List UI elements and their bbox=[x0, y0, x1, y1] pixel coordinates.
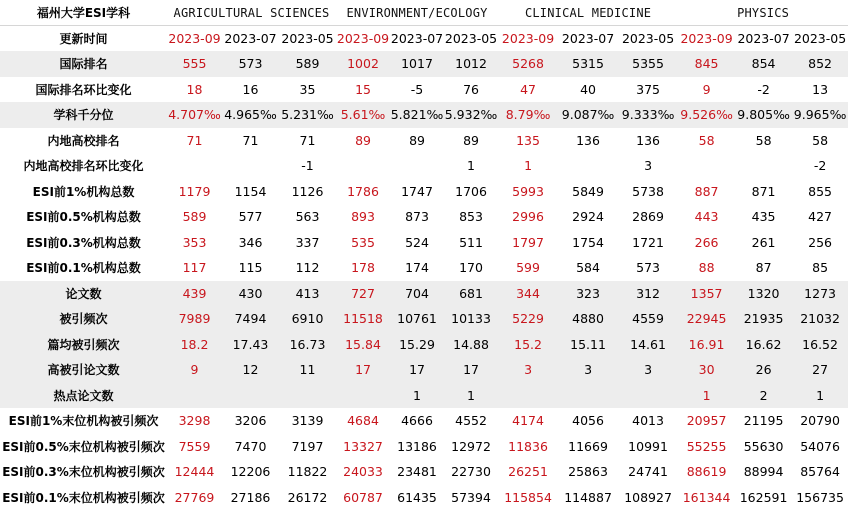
value-cell bbox=[167, 153, 222, 179]
table-row bbox=[0, 408, 848, 434]
value-cell: 3206 bbox=[234, 413, 267, 429]
value-cell: 584 bbox=[576, 260, 600, 276]
value-cell: 14.88 bbox=[444, 332, 498, 358]
value-cell: 24741 bbox=[628, 464, 668, 480]
date-cell: 2023-05 bbox=[279, 26, 336, 52]
value-cell: 108927 bbox=[624, 489, 672, 505]
value-cell: 27769 bbox=[174, 489, 215, 505]
value-cell: 178 bbox=[351, 260, 375, 276]
table-row bbox=[0, 102, 848, 128]
value-cell: 893 bbox=[351, 209, 375, 225]
value-cell: 855 bbox=[808, 183, 832, 199]
value-cell: 261 bbox=[751, 234, 776, 250]
value-cell: 22730 bbox=[451, 464, 491, 480]
value-cell: 1154 bbox=[234, 183, 267, 199]
row-label: ESI前1%末位机构被引频次 bbox=[8, 414, 159, 429]
value-cell: 1357 bbox=[678, 281, 735, 307]
value-cell: 15 bbox=[355, 81, 371, 97]
value-cell: 5229 bbox=[498, 306, 558, 332]
value-cell: 88619 bbox=[686, 464, 727, 480]
value-cell: 11 bbox=[279, 357, 336, 383]
row-label: 国际排名环比变化 bbox=[35, 82, 132, 97]
value-cell: 89 bbox=[409, 132, 425, 148]
value-cell: 26 bbox=[735, 357, 792, 383]
value-cell: 13327 bbox=[343, 438, 383, 454]
value-cell: 60787 bbox=[343, 489, 383, 505]
value-cell: 3298 bbox=[178, 413, 211, 429]
value-cell: 115854 bbox=[504, 489, 552, 505]
value-cell: 5993 bbox=[512, 183, 544, 199]
value-cell: 9.526‰ bbox=[678, 102, 735, 128]
value-cell: 12 bbox=[222, 357, 279, 383]
value-cell: 20790 bbox=[800, 413, 840, 429]
value-cell: -2 bbox=[813, 158, 827, 174]
value-cell: 443 bbox=[694, 209, 719, 225]
value-cell: 1706 bbox=[455, 183, 487, 199]
row-label: 热点论文数 bbox=[0, 383, 167, 409]
row-label: 被引频次 bbox=[0, 306, 167, 332]
value-cell: 1320 bbox=[735, 281, 792, 307]
value-cell: 71 bbox=[299, 132, 316, 148]
value-cell: 89 bbox=[355, 132, 371, 148]
value-cell: 30 bbox=[678, 357, 735, 383]
value-cell: 873 bbox=[405, 209, 429, 225]
value-cell: 563 bbox=[295, 209, 320, 225]
value-cell: 11518 bbox=[336, 306, 390, 332]
date-cell: 2023-07 bbox=[222, 26, 279, 52]
value-cell: 21195 bbox=[743, 413, 784, 429]
value-cell: 3 bbox=[644, 158, 653, 174]
row-label: 内地高校排名环比变化 bbox=[23, 159, 144, 174]
value-cell: 71 bbox=[242, 132, 259, 148]
date-cell: 2023-05 bbox=[618, 26, 678, 52]
value-cell: 573 bbox=[636, 260, 660, 276]
table-row bbox=[0, 255, 848, 281]
value-cell: 375 bbox=[636, 81, 660, 97]
value-cell: 3 bbox=[618, 357, 678, 383]
value-cell: 5.231‰ bbox=[279, 102, 336, 128]
value-cell bbox=[279, 383, 336, 409]
value-cell: 266 bbox=[694, 234, 719, 250]
value-cell: 704 bbox=[390, 281, 444, 307]
value-cell: 5.932‰ bbox=[444, 102, 498, 128]
value-cell: 11822 bbox=[287, 464, 328, 480]
value-cell: 4666 bbox=[401, 413, 433, 429]
value-cell bbox=[336, 383, 390, 409]
date-cell: 2023-09 bbox=[498, 26, 558, 52]
value-cell: 337 bbox=[295, 234, 320, 250]
value-cell: 11836 bbox=[508, 438, 548, 454]
value-cell: 170 bbox=[459, 260, 483, 276]
value-cell: 5315 bbox=[558, 51, 618, 77]
value-cell: 5.61‰ bbox=[336, 102, 390, 128]
row-label: 更新时间 bbox=[0, 26, 167, 52]
value-cell: 162591 bbox=[739, 489, 788, 505]
value-cell: 4.707‰ bbox=[167, 102, 222, 128]
value-cell: 61435 bbox=[397, 489, 437, 505]
subject-header-clinical: CLINICAL MEDICINE bbox=[524, 5, 652, 20]
value-cell: 353 bbox=[182, 234, 207, 250]
value-cell: 1 bbox=[792, 383, 848, 409]
row-label: 篇均被引频次 bbox=[0, 332, 167, 358]
value-cell bbox=[167, 383, 222, 409]
value-cell: 23481 bbox=[397, 464, 437, 480]
value-cell: 58 bbox=[812, 132, 829, 148]
value-cell: 89 bbox=[463, 132, 479, 148]
value-cell: 9.805‰ bbox=[735, 102, 792, 128]
table-row bbox=[0, 306, 848, 332]
value-cell: 15.84 bbox=[336, 332, 390, 358]
row-label: 论文数 bbox=[0, 281, 167, 307]
value-cell: 71 bbox=[186, 132, 203, 148]
date-cell: 2023-05 bbox=[792, 26, 848, 52]
value-cell bbox=[558, 383, 618, 409]
value-cell bbox=[222, 153, 279, 179]
value-cell bbox=[498, 383, 558, 409]
value-cell: 4013 bbox=[632, 413, 664, 429]
value-cell: 55255 bbox=[686, 438, 727, 454]
date-cell: 2023-09 bbox=[678, 26, 735, 52]
value-cell: 112 bbox=[295, 260, 320, 276]
table-row bbox=[0, 434, 848, 460]
value-cell: 10133 bbox=[444, 306, 498, 332]
value-cell: 3 bbox=[558, 357, 618, 383]
value-cell: 1179 bbox=[178, 183, 211, 199]
value-cell: 20957 bbox=[686, 413, 727, 429]
value-cell: 524 bbox=[405, 234, 429, 250]
value-cell: 115 bbox=[238, 260, 263, 276]
value-cell: 17 bbox=[390, 357, 444, 383]
value-cell: 1747 bbox=[401, 183, 433, 199]
value-cell: 85764 bbox=[800, 464, 840, 480]
value-cell: 845 bbox=[678, 51, 735, 77]
value-cell: 85 bbox=[812, 260, 829, 276]
value-cell: 589 bbox=[182, 209, 207, 225]
value-cell: 7197 bbox=[291, 438, 324, 454]
value-cell: 727 bbox=[336, 281, 390, 307]
value-cell: 887 bbox=[694, 183, 719, 199]
value-cell: 535 bbox=[351, 234, 375, 250]
value-cell: 871 bbox=[751, 183, 776, 199]
value-cell: 435 bbox=[751, 209, 776, 225]
value-cell: 346 bbox=[238, 234, 263, 250]
value-cell: 344 bbox=[498, 281, 558, 307]
value-cell: 35 bbox=[299, 81, 316, 97]
value-cell bbox=[390, 153, 444, 179]
value-cell: 9.087‰ bbox=[558, 102, 618, 128]
value-cell: 589 bbox=[279, 51, 336, 77]
value-cell: 323 bbox=[558, 281, 618, 307]
value-cell: 27186 bbox=[230, 489, 271, 505]
value-cell: 3139 bbox=[291, 413, 324, 429]
value-cell: 161344 bbox=[682, 489, 731, 505]
value-cell: 2924 bbox=[572, 209, 604, 225]
value-cell: 7470 bbox=[234, 438, 267, 454]
value-cell: 135 bbox=[516, 132, 540, 148]
value-cell: 114887 bbox=[564, 489, 612, 505]
table-row bbox=[0, 281, 848, 307]
value-cell: 10991 bbox=[628, 438, 668, 454]
value-cell: 5.821‰ bbox=[390, 102, 444, 128]
value-cell: 4174 bbox=[512, 413, 544, 429]
table-row bbox=[0, 204, 848, 230]
value-cell: 577 bbox=[238, 209, 263, 225]
value-cell: 4552 bbox=[455, 413, 487, 429]
value-cell: 12972 bbox=[451, 438, 491, 454]
value-cell: 16.52 bbox=[792, 332, 848, 358]
row-label: 内地高校排名 bbox=[47, 133, 120, 148]
value-cell: 1 bbox=[467, 158, 475, 174]
value-cell: 16 bbox=[242, 81, 259, 97]
row-label: ESI前0.3%机构总数 bbox=[26, 235, 141, 250]
table-row bbox=[0, 332, 848, 358]
value-cell: 1 bbox=[444, 383, 498, 409]
value-cell: 1 bbox=[524, 158, 533, 174]
value-cell: 1126 bbox=[291, 183, 324, 199]
value-cell: 4559 bbox=[618, 306, 678, 332]
table-row bbox=[0, 51, 848, 77]
value-cell bbox=[735, 153, 792, 179]
value-cell: 5268 bbox=[498, 51, 558, 77]
value-cell: 12444 bbox=[174, 464, 215, 480]
value-cell: 430 bbox=[222, 281, 279, 307]
value-cell: -1 bbox=[301, 158, 314, 174]
value-cell: 21032 bbox=[792, 306, 848, 332]
row-label: 国际排名 bbox=[0, 51, 167, 77]
date-cell: 2023-05 bbox=[444, 26, 498, 52]
table-row bbox=[0, 77, 848, 103]
value-cell: 88 bbox=[698, 260, 715, 276]
value-cell: 76 bbox=[463, 81, 479, 97]
table-row bbox=[0, 230, 848, 256]
row-label: ESI前0.5%机构总数 bbox=[26, 210, 141, 225]
value-cell: 15.11 bbox=[558, 332, 618, 358]
value-cell: 1721 bbox=[632, 234, 664, 250]
value-cell: 511 bbox=[459, 234, 483, 250]
value-cell: 3 bbox=[498, 357, 558, 383]
row-label: ESI前0.1%机构总数 bbox=[26, 261, 141, 276]
value-cell bbox=[558, 153, 618, 179]
table-row bbox=[0, 179, 848, 205]
value-cell: 7494 bbox=[222, 306, 279, 332]
table-row bbox=[0, 485, 848, 510]
value-cell: 54076 bbox=[800, 438, 840, 454]
value-cell bbox=[222, 383, 279, 409]
value-cell: 14.61 bbox=[618, 332, 678, 358]
value-cell: 136 bbox=[636, 132, 660, 148]
value-cell: 57394 bbox=[451, 489, 491, 505]
value-cell: 22945 bbox=[678, 306, 735, 332]
value-cell: 16.91 bbox=[678, 332, 735, 358]
value-cell: 853 bbox=[459, 209, 483, 225]
value-cell: 87 bbox=[755, 260, 772, 276]
value-cell: 1797 bbox=[512, 234, 544, 250]
value-cell: 136 bbox=[576, 132, 600, 148]
value-cell: 9 bbox=[167, 357, 222, 383]
value-cell: 24033 bbox=[343, 464, 383, 480]
value-cell: 26172 bbox=[287, 489, 328, 505]
table-row bbox=[0, 459, 848, 485]
value-cell: 16.73 bbox=[279, 332, 336, 358]
value-cell: 1273 bbox=[792, 281, 848, 307]
row-label: ESI前1%机构总数 bbox=[32, 184, 135, 199]
value-cell: 27 bbox=[792, 357, 848, 383]
value-cell: 21935 bbox=[735, 306, 792, 332]
value-cell: 8.79‰ bbox=[498, 102, 558, 128]
value-cell: 5849 bbox=[572, 183, 604, 199]
value-cell: 58 bbox=[755, 132, 772, 148]
value-cell: 10761 bbox=[390, 306, 444, 332]
value-cell: 9 bbox=[702, 81, 711, 97]
value-cell: 2 bbox=[735, 383, 792, 409]
value-cell: 599 bbox=[516, 260, 540, 276]
value-cell: 4880 bbox=[558, 306, 618, 332]
value-cell bbox=[618, 383, 678, 409]
subject-header-physics: PHYSICS bbox=[737, 5, 790, 20]
value-cell: 174 bbox=[405, 260, 429, 276]
value-cell: 11669 bbox=[568, 438, 608, 454]
date-cell: 2023-07 bbox=[735, 26, 792, 52]
value-cell: 573 bbox=[222, 51, 279, 77]
value-cell: 16.62 bbox=[735, 332, 792, 358]
value-cell: 256 bbox=[808, 234, 832, 250]
date-cell: 2023-07 bbox=[390, 26, 444, 52]
subject-header-environment: ENVIRONMENT/ECOLOGY bbox=[346, 5, 488, 20]
value-cell: 17.43 bbox=[222, 332, 279, 358]
table-row bbox=[0, 128, 848, 154]
value-cell: 47 bbox=[520, 81, 536, 97]
value-cell: 854 bbox=[735, 51, 792, 77]
value-cell: -2 bbox=[757, 81, 770, 97]
value-cell: 26251 bbox=[508, 464, 548, 480]
value-cell: 13 bbox=[812, 81, 829, 97]
date-cell: 2023-09 bbox=[167, 26, 222, 52]
value-cell: 88994 bbox=[743, 464, 784, 480]
table-row bbox=[0, 357, 848, 383]
table-row bbox=[0, 383, 848, 409]
value-cell: 413 bbox=[279, 281, 336, 307]
row-label: ESI前0.5%末位机构被引频次 bbox=[2, 439, 165, 454]
value-cell: 312 bbox=[618, 281, 678, 307]
value-cell: 7989 bbox=[167, 306, 222, 332]
value-cell bbox=[678, 153, 735, 179]
corner-title: 福州大学ESI学科 bbox=[36, 6, 131, 20]
value-cell: 18.2 bbox=[167, 332, 222, 358]
value-cell: 15.2 bbox=[498, 332, 558, 358]
table-row bbox=[0, 153, 848, 179]
value-cell: 1 bbox=[390, 383, 444, 409]
subject-header-agricultural: AGRICULTURAL SCIENCES bbox=[173, 5, 330, 20]
value-cell: 4056 bbox=[572, 413, 604, 429]
value-cell: 9.333‰ bbox=[618, 102, 678, 128]
value-cell: 13186 bbox=[397, 438, 437, 454]
value-cell: 5738 bbox=[632, 183, 664, 199]
value-cell: 2869 bbox=[632, 209, 664, 225]
value-cell: 852 bbox=[792, 51, 848, 77]
value-cell: 1017 bbox=[390, 51, 444, 77]
subject-header-row bbox=[0, 0, 848, 26]
value-cell: 156735 bbox=[796, 489, 844, 505]
value-cell: 1012 bbox=[444, 51, 498, 77]
row-label: 高被引论文数 bbox=[0, 357, 167, 383]
value-cell: 1786 bbox=[347, 183, 379, 199]
value-cell: 25863 bbox=[568, 464, 608, 480]
row-label: ESI前0.3%末位机构被引频次 bbox=[2, 465, 165, 480]
value-cell: 1 bbox=[678, 383, 735, 409]
row-label: ESI前0.1%末位机构被引频次 bbox=[2, 490, 165, 505]
value-cell: -5 bbox=[410, 81, 424, 97]
value-cell: 18 bbox=[186, 81, 203, 97]
value-cell: 4.965‰ bbox=[222, 102, 279, 128]
value-cell: 15.29 bbox=[390, 332, 444, 358]
value-cell: 555 bbox=[167, 51, 222, 77]
row-label: 学科千分位 bbox=[0, 102, 167, 128]
value-cell: 427 bbox=[808, 209, 832, 225]
value-cell: 7559 bbox=[178, 438, 211, 454]
value-cell: 2996 bbox=[512, 209, 544, 225]
value-cell: 55630 bbox=[743, 438, 784, 454]
date-cell: 2023-07 bbox=[558, 26, 618, 52]
value-cell: 40 bbox=[580, 81, 596, 97]
value-cell: 6910 bbox=[279, 306, 336, 332]
value-cell: 58 bbox=[698, 132, 715, 148]
value-cell: 681 bbox=[444, 281, 498, 307]
value-cell: 17 bbox=[444, 357, 498, 383]
value-cell: 439 bbox=[167, 281, 222, 307]
value-cell: 5355 bbox=[618, 51, 678, 77]
value-cell: 17 bbox=[336, 357, 390, 383]
value-cell: 1002 bbox=[336, 51, 390, 77]
date-cell: 2023-09 bbox=[336, 26, 390, 52]
value-cell: 1754 bbox=[572, 234, 604, 250]
value-cell: 9.965‰ bbox=[792, 102, 848, 128]
value-cell: 117 bbox=[182, 260, 207, 276]
value-cell bbox=[336, 153, 390, 179]
update-date-row bbox=[0, 26, 848, 52]
value-cell: 12206 bbox=[230, 464, 271, 480]
value-cell: 4684 bbox=[347, 413, 379, 429]
